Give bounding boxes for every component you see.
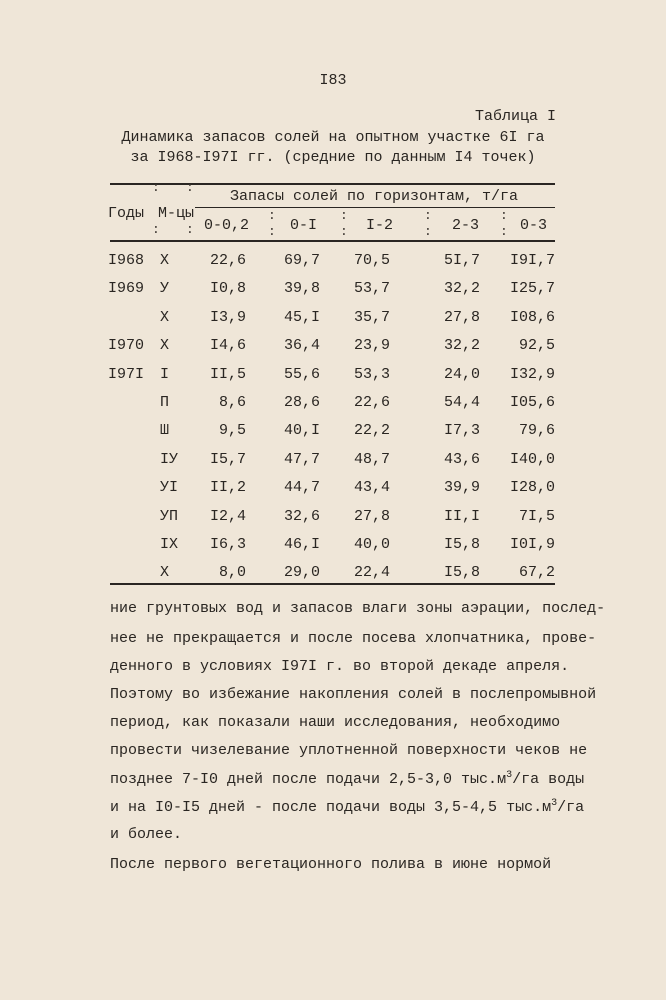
row-year: I968 <box>108 252 145 269</box>
table-cell: I9I,7 <box>509 252 555 269</box>
header-sub-1: 0-I <box>290 217 318 234</box>
row-month: УП <box>160 508 179 525</box>
row-year: I97I <box>108 366 145 383</box>
table-title <box>0 128 666 168</box>
table-cell: 7I,5 <box>518 508 555 525</box>
header-separator: : <box>152 222 160 237</box>
table-cell: 22,2 <box>353 422 390 439</box>
paragraph-text: /га воды <box>512 771 585 788</box>
table-cell: I5,8 <box>443 564 480 581</box>
paragraph-line: денного в условиях I97I г. во второй декаде апреля. <box>110 658 570 675</box>
table-cell: 28,6 <box>283 394 320 411</box>
header-group: Запасы солей по горизонтам, т/га <box>230 188 519 205</box>
table-cell: 39,9 <box>443 479 480 496</box>
table-cell: 5I,7 <box>443 252 480 269</box>
paragraph-line: Поэтому во избежание накопления солей в послепромывной <box>110 686 597 703</box>
paragraph-line <box>110 798 584 816</box>
row-month: X <box>160 252 170 269</box>
table-cell: 40,I <box>283 422 320 439</box>
table-cell: 39,8 <box>283 280 320 297</box>
body-paragraph <box>110 600 606 900</box>
row-year: I969 <box>108 280 145 297</box>
row-year: I970 <box>108 337 145 354</box>
table-cell: 40,0 <box>353 536 390 553</box>
header-separator: : <box>424 208 432 223</box>
header-separator: : <box>500 224 508 239</box>
header-years: Годы <box>108 205 145 222</box>
row-month: X <box>160 337 170 354</box>
header-separator: : <box>424 224 432 239</box>
table-cell: I25,7 <box>509 280 555 297</box>
header-separator: : <box>500 208 508 223</box>
table-cell: I40,0 <box>509 451 555 468</box>
table-cell: 79,6 <box>518 422 555 439</box>
table-cell: I28,0 <box>509 479 555 496</box>
paragraph-text: /га <box>557 799 585 816</box>
table-cell: 48,7 <box>353 451 390 468</box>
row-month: I <box>160 366 170 383</box>
row-month: IУ <box>160 451 179 468</box>
table-cell: I32,9 <box>509 366 555 383</box>
table-cell: I3,9 <box>209 309 246 326</box>
header-sub-0: 0-0,2 <box>204 217 250 234</box>
paragraph-line: период, как показали наши исследования, необходимо <box>110 714 561 731</box>
paragraph-line <box>110 770 584 788</box>
row-month: П <box>160 394 170 411</box>
table-cell: II,5 <box>209 366 246 383</box>
table-cell: 27,8 <box>353 508 390 525</box>
table-cell: 54,4 <box>443 394 480 411</box>
row-month: У <box>160 280 170 297</box>
table-cell: 24,0 <box>443 366 480 383</box>
table-cell: 22,4 <box>353 564 390 581</box>
table-cell: 8,0 <box>218 564 246 581</box>
paragraph-line: нее не прекращается и после посева хлопчатника, прове- <box>110 630 597 647</box>
table-cell: 35,7 <box>353 309 390 326</box>
header-months: М-цы <box>158 205 195 222</box>
table-cell: 32,2 <box>443 280 480 297</box>
header-sub-4: 0-3 <box>520 217 548 234</box>
table-label: Таблица I <box>474 108 556 125</box>
table-cell: 70,5 <box>353 252 390 269</box>
table-cell: 69,7 <box>283 252 320 269</box>
header-separator: : <box>186 180 194 195</box>
row-month: X <box>160 309 170 326</box>
table-cell: 55,6 <box>283 366 320 383</box>
paragraph-line: и более. <box>110 826 183 843</box>
table-cell: 67,2 <box>518 564 555 581</box>
table-cell: I5,7 <box>209 451 246 468</box>
table-cell: 23,9 <box>353 337 390 354</box>
table-cell: 92,5 <box>518 337 555 354</box>
table-cell: 22,6 <box>353 394 390 411</box>
header-separator: : <box>186 222 194 237</box>
table-header-rule <box>110 240 555 242</box>
header-separator: : <box>268 224 276 239</box>
header-separator: : <box>340 208 348 223</box>
paragraph-text: позднее 7-I0 дней после подачи 2,5-3,0 тыс.м <box>110 771 507 788</box>
table-cell: 8,6 <box>218 394 246 411</box>
table-cell: 29,0 <box>283 564 320 581</box>
table-cell: II,2 <box>209 479 246 496</box>
table-cell: 53,7 <box>353 280 390 297</box>
table-cell: 9,5 <box>218 422 246 439</box>
header-sub-3: 2-3 <box>452 217 480 234</box>
header-separator: : <box>268 208 276 223</box>
row-month: IX <box>160 536 179 553</box>
paragraph-line: После первого вегетационного полива в июне нормой <box>110 856 552 873</box>
paragraph-text: и на I0-I5 дней - после подачи воды 3,5-4,5 тыс.м <box>110 799 552 816</box>
table-top-rule <box>110 183 555 185</box>
header-separator: : <box>340 224 348 239</box>
table-cell: I08,6 <box>509 309 555 326</box>
table-cell: I05,6 <box>509 394 555 411</box>
table-cell: 27,8 <box>443 309 480 326</box>
table-cell: 47,7 <box>283 451 320 468</box>
row-month: X <box>160 564 170 581</box>
table-cell: I0,8 <box>209 280 246 297</box>
table-title-line1: Динамика запасов солей на опытном участке 6I га <box>121 129 545 146</box>
row-month: Ш <box>160 422 170 439</box>
table-cell: I7,3 <box>443 422 480 439</box>
table-cell: 32,2 <box>443 337 480 354</box>
page-number: I83 <box>319 72 347 89</box>
header-sub-2: I-2 <box>366 217 394 234</box>
table-cell: 43,6 <box>443 451 480 468</box>
table-cell: 44,7 <box>283 479 320 496</box>
table-cell: 32,6 <box>283 508 320 525</box>
header-separator: : <box>152 180 160 195</box>
table-cell: I6,3 <box>209 536 246 553</box>
row-month: УI <box>160 479 179 496</box>
superscript: 3 <box>506 770 513 781</box>
paragraph-line: провести чизелевание уплотненной поверхности чеков не <box>110 742 588 759</box>
table-cell: 45,I <box>283 309 320 326</box>
paragraph-line: ние грунтовых вод и запасов влаги зоны аэрации, послед- <box>110 600 606 617</box>
table-cell: I2,4 <box>209 508 246 525</box>
table-cell: 53,3 <box>353 366 390 383</box>
table-cell: I0I,9 <box>509 536 555 553</box>
table-cell: 43,4 <box>353 479 390 496</box>
superscript: 3 <box>551 798 558 809</box>
table-cell: I4,6 <box>209 337 246 354</box>
table-bottom-rule <box>110 583 555 585</box>
table-title-line2: за I968-I97I гг. (средние по данным I4 точек) <box>130 149 536 166</box>
table-cell: 22,6 <box>209 252 246 269</box>
table-cell: II,I <box>443 508 480 525</box>
table-cell: I5,8 <box>443 536 480 553</box>
table-cell: 46,I <box>283 536 320 553</box>
table-cell: 36,4 <box>283 337 320 354</box>
